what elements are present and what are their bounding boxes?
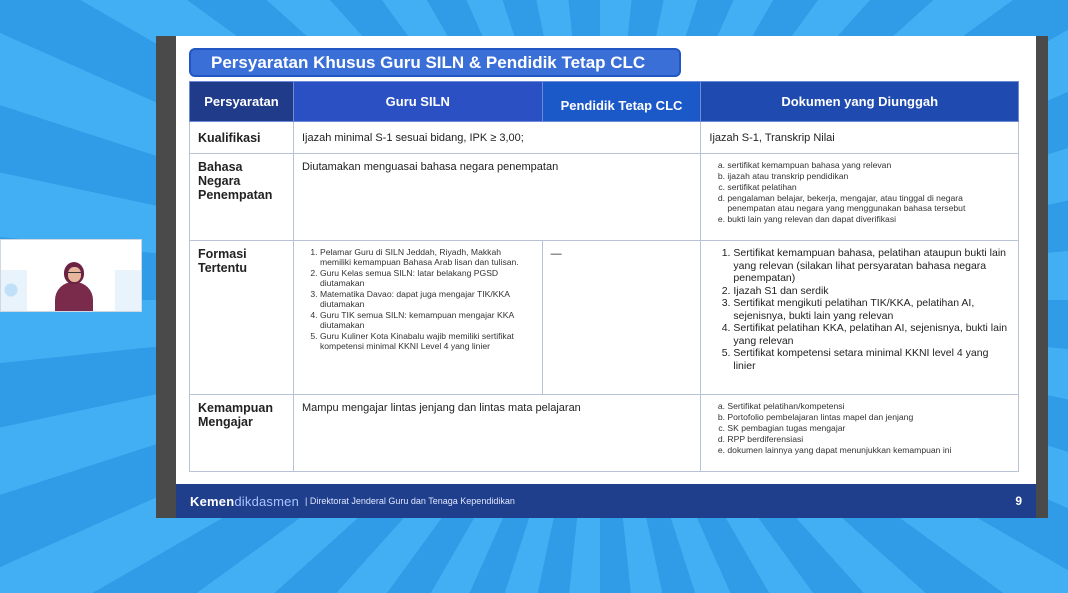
list-item: a. Sertifikat pelatihan/kompetensi xyxy=(727,401,1010,411)
list-item: 2. Guru Kelas semua SILN: latar belakang PGSD diutamakan xyxy=(320,268,534,288)
list-item: a. sertifikat kemampuan bahasa yang relevan xyxy=(727,160,1010,170)
table-row xyxy=(190,241,1019,395)
dokumen-cell xyxy=(701,154,1019,241)
row-label: Bahasa Negara Penempatan xyxy=(190,154,294,241)
clc-cell: — xyxy=(542,241,701,395)
list-item: 2. Ijazah S1 dan serdik xyxy=(733,285,1010,298)
table-row xyxy=(190,395,1019,472)
list-item: 1. Sertifikat kemampuan bahasa, pelatihan ataupun bukti lain yang relevan (silakan lihat persyaratan bahasa negara penempatan) xyxy=(733,247,1010,285)
table-row xyxy=(190,122,1019,154)
brand-logo-bold: Kemen xyxy=(190,493,235,509)
row-label: Formasi Tertentu xyxy=(190,241,294,395)
guru-siln-cell xyxy=(293,241,542,395)
footer-unit: | Direktorat Jenderal Guru dan Tenaga Kependidikan xyxy=(305,496,515,506)
table-row xyxy=(190,154,1019,241)
dokumen-cell xyxy=(701,395,1019,472)
page-number: 9 xyxy=(1015,494,1022,508)
document-list xyxy=(709,160,1010,224)
column-header-pendidik-tetap-clc: Pendidik Tetap CLC xyxy=(542,82,701,122)
document-list xyxy=(709,247,1010,372)
guru-siln-cell: Diutamakan menguasai bahasa negara penempatan xyxy=(293,154,700,241)
document-list xyxy=(709,401,1010,455)
slide-footer xyxy=(176,484,1036,518)
thumbnail-decoration-right xyxy=(115,270,141,312)
list-item: 1. Pelamar Guru di SILN Jeddah, Riyadh, Makkah memiliki kemampuan Bahasa Arab lisan dan tulisan. xyxy=(320,247,534,267)
thumbnail-decoration-left xyxy=(1,270,27,312)
row-label: Kualifikasi xyxy=(190,122,294,154)
presentation-slide xyxy=(156,36,1048,518)
list-item: 3. Sertifikat mengikuti pelatihan TIK/KKA, pelatihan AI, sejenisnya, bukti lain yang relevan xyxy=(733,297,1010,322)
formation-list xyxy=(302,247,534,351)
list-item: b. Portofolio pembelajaran lintas mapel dan jenjang xyxy=(727,412,1010,422)
row-label: Kemampuan Mengajar xyxy=(190,395,294,472)
list-item: c. sertifikat pelatihan xyxy=(727,182,1010,192)
guru-siln-cell: Ijazah minimal S-1 sesuai bidang, IPK ≥ 3,00; xyxy=(293,122,700,154)
list-item: 5. Guru Kuliner Kota Kinabalu wajib memiliki sertifikat kompetensi minimal KKNI Level 4 yang linier xyxy=(320,331,534,351)
list-item: c. SK pembagian tugas mengajar xyxy=(727,423,1010,433)
list-item: 5. Sertifikat kompetensi setara minimal KKNI level 4 yang linier xyxy=(733,347,1010,372)
column-header-guru-siln: Guru SILN xyxy=(293,82,542,122)
brand-logo xyxy=(190,494,299,509)
list-item: 3. Matematika Davao: dapat juga mengajar TIK/KKA diutamakan xyxy=(320,289,534,309)
list-item: b. ijazah atau transkrip pendidikan xyxy=(727,171,1010,181)
dokumen-cell: Ijazah S-1, Transkrip Nilai xyxy=(701,122,1019,154)
list-item: 4. Guru TIK semua SILN: kemampuan mengajar KKA diutamakan xyxy=(320,310,534,330)
list-item: e. dokumen lainnya yang dapat menunjukkan kemampuan ini xyxy=(727,445,1010,455)
dokumen-cell xyxy=(701,241,1019,395)
guru-siln-cell: Mampu mengajar lintas jenjang dan lintas mata pelajaran xyxy=(293,395,700,472)
brand-logo-light: dikdasmen xyxy=(234,493,300,509)
list-item: 4. Sertifikat pelatihan KKA, pelatihan AI, sejenisnya, bukti lain yang relevan xyxy=(733,322,1010,347)
requirements-table xyxy=(189,81,1019,472)
list-item: d. pengalaman belajar, bekerja, mengajar, atau tinggal di negara penempatan atau negara yang menggunakan bahasa tersebut xyxy=(727,193,1010,213)
list-item: e. bukti lain yang relevan dan dapat diverifikasi xyxy=(727,214,1010,224)
slide-title: Persyaratan Khusus Guru SILN & Pendidik Tetap CLC xyxy=(189,48,681,77)
list-item: d. RPP berdiferensiasi xyxy=(727,434,1010,444)
presenter-avatar xyxy=(51,258,97,312)
column-header-persyaratan: Persyaratan xyxy=(190,82,294,122)
column-header-dokumen: Dokumen yang Diunggah xyxy=(701,82,1019,122)
presenter-video-thumbnail[interactable] xyxy=(0,239,142,312)
